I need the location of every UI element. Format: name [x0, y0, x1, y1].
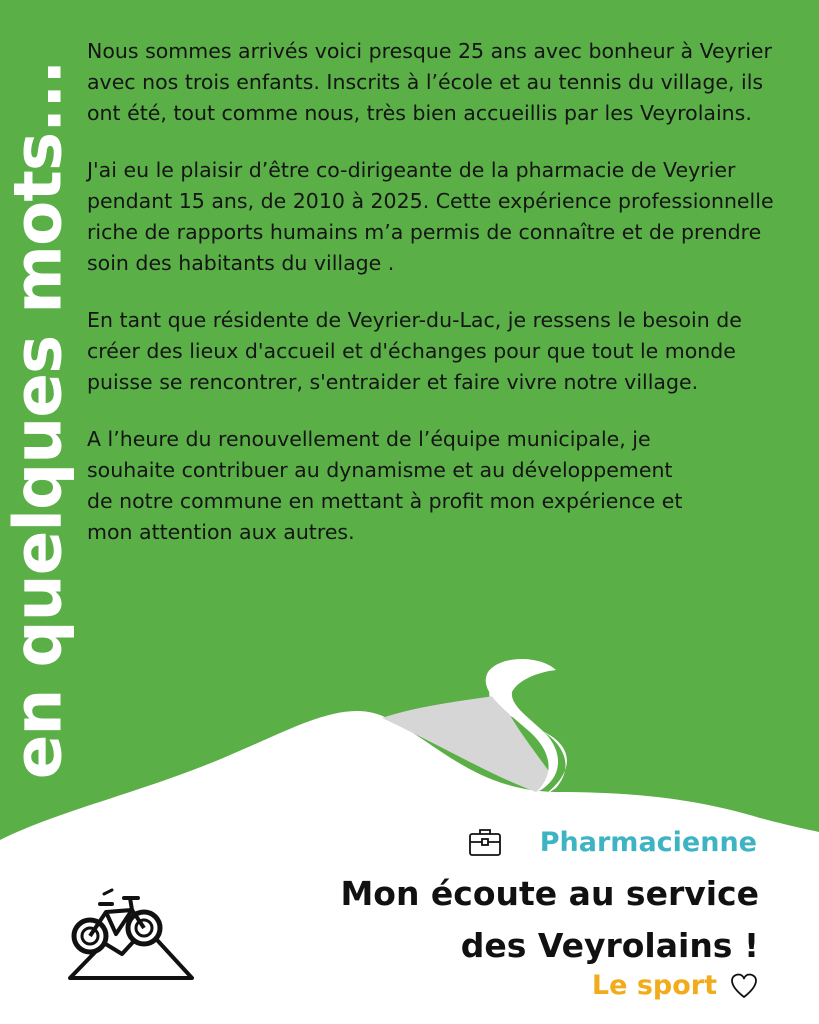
- headline-line-1: Mon écoute au service: [340, 874, 759, 913]
- vertical-title-text: en quelques mots...: [0, 60, 77, 780]
- paragraph-4: A l’heure du renouvellement de l’équipe municipale, je souhaite contribuer au dynamisme et au développement de notre commune en mettant à profit mon expérience et mon attention aux autres.: [87, 427, 683, 544]
- paragraph-1: Nous sommes arrivés voici presque 25 ans avec bonheur à Veyrier avec nos trois enfants. Inscrits à l’école et au tennis du village, ils ont été, tout comme nous, très bien accueillis par les Veyrolains.: [87, 39, 772, 125]
- hobby-line: [592, 970, 759, 1001]
- heart-icon: [729, 971, 759, 1001]
- headline: [340, 868, 759, 972]
- bike-mountain-icon: [64, 888, 196, 982]
- paragraph-2: J'ai eu le plaisir d’être co-dirigeante de la pharmacie de Veyrier pendant 15 ans, de 2010 à 2025. Cette expérience professionnelle riche de rapports humains m’a permis de connaître et de prendre soin des habitants du village .: [87, 158, 774, 275]
- profession-line: [468, 826, 757, 858]
- profession-label: Pharmacienne: [539, 826, 757, 858]
- vertical-title: [0, 0, 76, 820]
- paragraph-3: En tant que résidente de Veyrier-du-Lac, je ressens le besoin de créer des lieux d'accueil et d'échanges pour que tout le monde puisse se rencontrer, s'entraider et faire vivre notre village.: [87, 308, 742, 394]
- body-text: [87, 36, 777, 574]
- headline-line-2: des Veyrolains !: [460, 926, 759, 965]
- hobby-label: Le sport: [591, 970, 717, 1001]
- briefcase-icon: [468, 826, 502, 858]
